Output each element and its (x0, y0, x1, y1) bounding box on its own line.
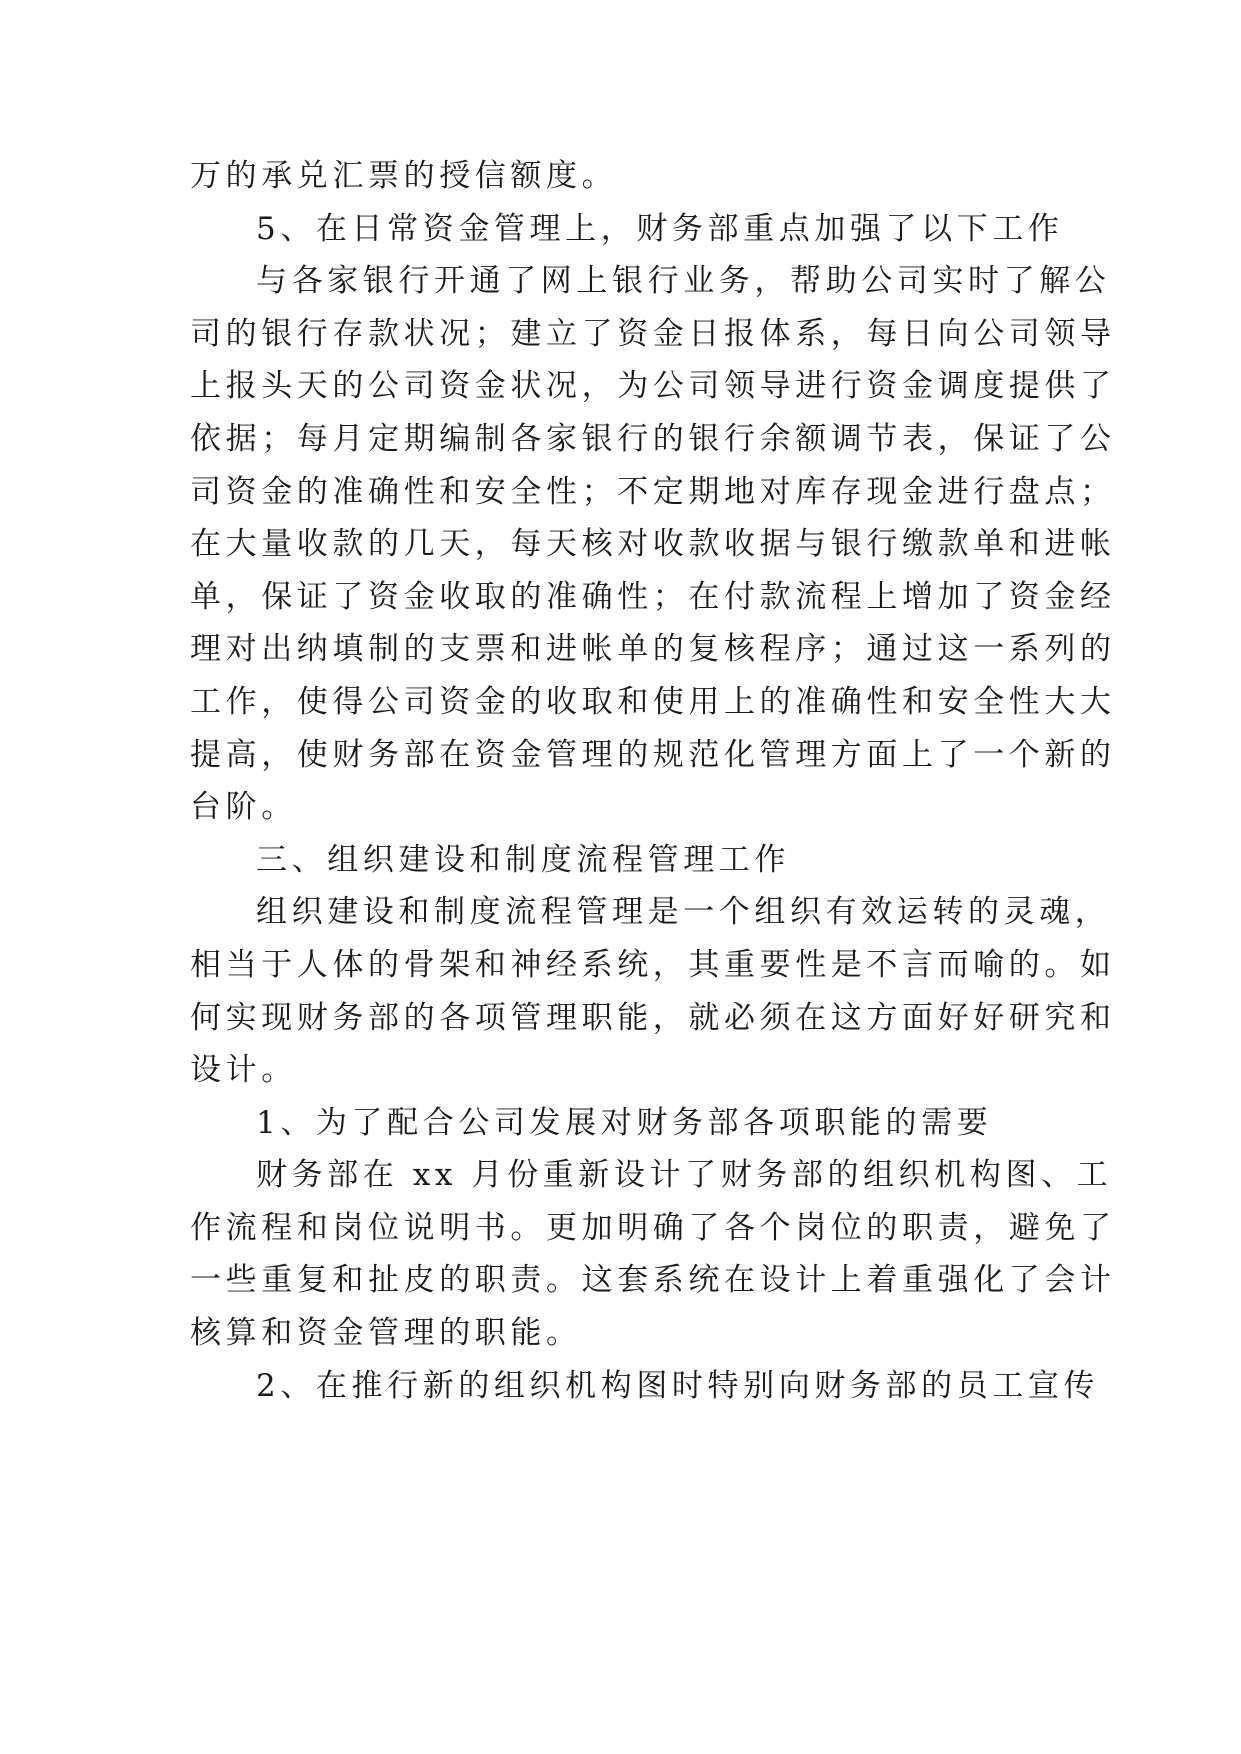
text-line: 在大量收款的几天，每天核对收款收据与银行缴款单和进帐 (190, 526, 1116, 563)
text-line: 1、为了配合公司发展对财务部各项职能的需要 (256, 1104, 993, 1141)
text-line: 相当于人体的骨架和神经系统，其重要性是不言而喻的。如 (190, 946, 1116, 983)
text-line: 5、在日常资金管理上，财务部重点加强了以下工作 (256, 210, 1064, 247)
text-line: 与各家银行开通了网上银行业务，帮助公司实时了解公 (256, 263, 1111, 300)
text-line: 设计。 (190, 1052, 297, 1089)
text-line: 单，保证了资金收取的准确性；在付款流程上增加了资金经 (190, 578, 1116, 615)
text-line: 工作，使得公司资金的收取和使用上的准确性和安全性大大 (190, 683, 1116, 720)
text-line: 理对出纳填制的支票和进帐单的复核程序；通过这一系列的 (190, 631, 1116, 668)
text-line: 作流程和岗位说明书。更加明确了各个岗位的职责，避免了 (190, 1209, 1116, 1246)
text-line: 提高，使财务部在资金管理的规范化管理方面上了一个新的 (190, 736, 1116, 773)
text-line: 一些重复和扯皮的职责。这套系统在设计上着重强化了会计 (190, 1262, 1116, 1299)
text-line: 台阶。 (190, 789, 297, 826)
text-line: 上报头天的公司资金状况，为公司领导进行资金调度提供了 (190, 368, 1116, 405)
text-line: 何实现财务部的各项管理职能，就必须在这方面好好研究和 (190, 999, 1116, 1036)
text-line: 万的承兑汇票的授信额度。 (190, 158, 618, 194)
text-line: 司资金的准确性和安全性；不定期地对库存现金进行盘点； (190, 473, 1116, 510)
text-line: 2、在推行新的组织机构图时特别向财务部的员工宣传 (256, 1367, 1100, 1404)
text-line: 核算和资金管理的职能。 (190, 1315, 582, 1352)
document-body (190, 150, 1116, 1412)
text-line: 组织建设和制度流程管理是一个组织有效运转的灵魂， (256, 894, 1111, 931)
text-line: 财务部在 xx 月份重新设计了财务部的组织机构图、工 (256, 1157, 1113, 1194)
text-line: 三、组织建设和制度流程管理工作 (256, 841, 790, 878)
text-line: 依据；每月定期编制各家银行的银行余额调节表，保证了公 (190, 420, 1116, 457)
text-line: 司的银行存款状况；建立了资金日报体系，每日向公司领导 (190, 315, 1116, 352)
